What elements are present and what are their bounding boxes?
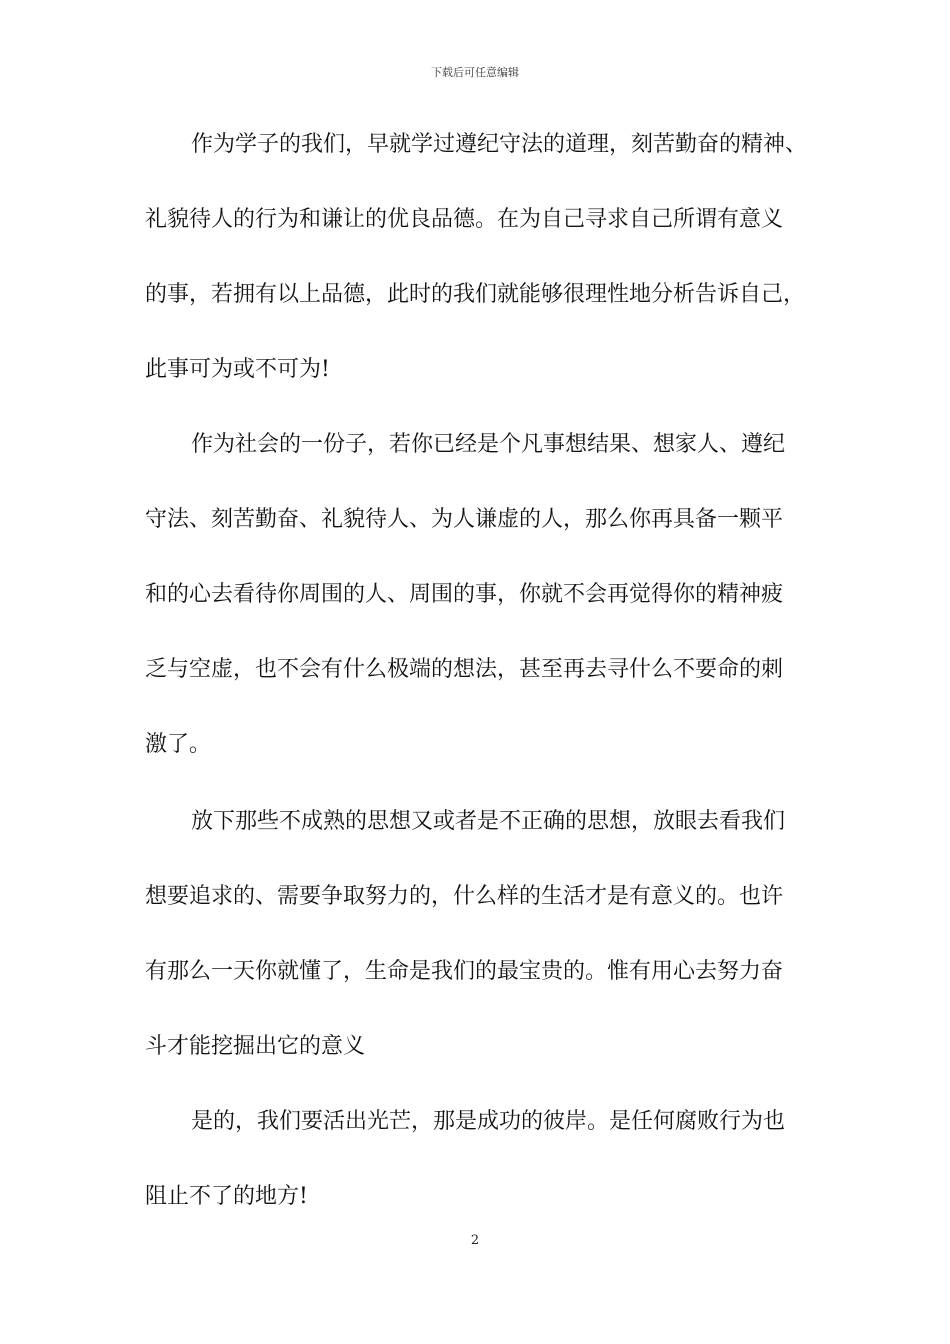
paragraph-1-line-3: 的事，若拥有以上品德，此时的我们就能够很理性地分析告诉自己，: [145, 282, 806, 307]
paragraph-4-line-2: 阻止不了的地方!: [145, 1184, 308, 1209]
paragraph-3-line-3: 有那么一天你就懂了，生命是我们的最宝贵的。惟有用心去努力奋: [145, 959, 784, 984]
paragraph-2-line-5: 激了。: [145, 732, 212, 757]
paragraph-2-line-3: 和的心去看待你周围的人、周围的事，你就不会再觉得你的精神疲: [145, 582, 784, 607]
paragraph-3-line-4: 斗才能挖掘出它的意义: [145, 1034, 366, 1059]
paragraph-4-line-1: 是的，我们要活出光芒，那是成功的彼岸。是任何腐败行为也: [191, 1109, 786, 1134]
paragraph-3-line-1: 放下那些不成熟的思想又或者是不正确的思想，放眼去看我们: [191, 809, 786, 834]
paragraph-3-line-2: 想要追求的、需要争取努力的，什么样的生活才是有意义的。也许: [145, 884, 784, 909]
paragraph-2-line-1: 作为社会的一份子，若你已经是个凡事想结果、想家人、遵纪: [191, 432, 786, 457]
paragraph-1-line-4: 此事可为或不可为!: [145, 357, 330, 382]
paragraph-1-line-1: 作为学子的我们，早就学过遵纪守法的道理，刻苦勤奋的精神、: [191, 132, 808, 157]
paragraph-2-line-2: 守法、刻苦勤奋、礼貌待人、为人谦虚的人，那么你再具备一颗平: [145, 507, 784, 532]
paragraph-1-line-2: 礼貌待人的行为和谦让的优良品德。在为自己寻求自己所谓有意义: [145, 207, 784, 232]
page-header: 下载后可任意编辑: [431, 66, 519, 79]
page-number: 2: [470, 1233, 480, 1248]
paragraph-2-line-4: 乏与空虚，也不会有什么极端的想法，甚至再去寻什么不要命的刺: [145, 657, 784, 682]
